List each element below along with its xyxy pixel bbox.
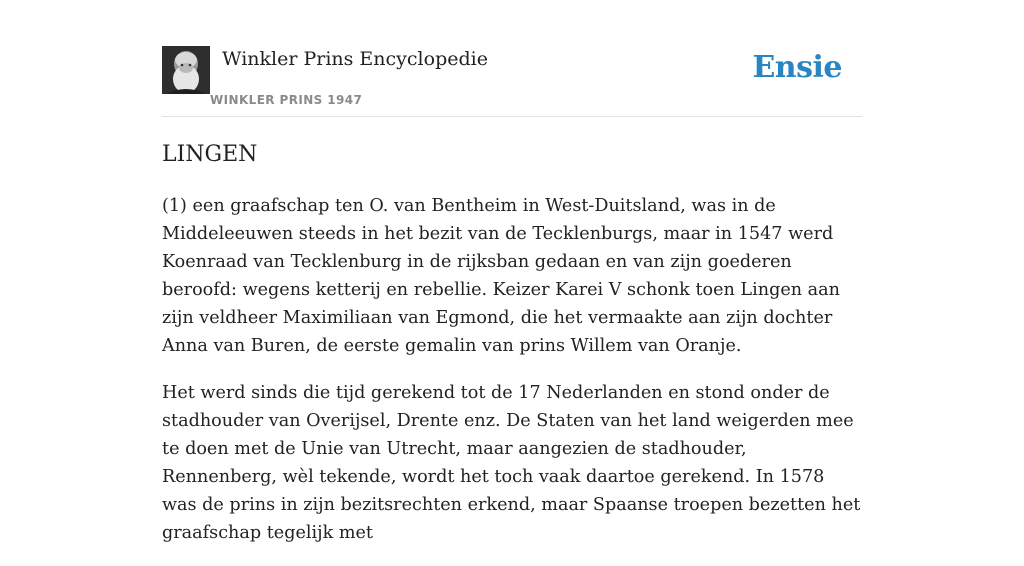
article (162, 138, 862, 566)
article-paragraph: (1) een graafschap ten O. van Bentheim in West-Duitsland, was in de Middeleeuwen steeds in het bezit van de Tecklenburgs, maar in 1547 werd Koenraad van Tecklenburg in de rijksban gedaan en van zijn goederen beroofd: wegens ketterij en rebellie. Keizer Karei V schonk toen Lingen aan zijn veldheer Maximiliaan van Egmond, die het vermaakte aan zijn dochter Anna van Buren, de eerste gemalin van prins Willem van Oranje. (162, 196, 840, 356)
source-header (162, 46, 862, 117)
brand-logo[interactable]: Ensie (752, 50, 842, 85)
source-subtitle[interactable]: WINKLER PRINS 1947 (210, 93, 363, 107)
portrait-photo-icon[interactable] (162, 46, 210, 94)
article-headword: LINGEN (162, 142, 258, 167)
article-paragraph: Het werd sinds die tijd gerekend tot de 17 Nederlanden en stond onder de stadhouder van Overijsel, Drente enz. De Staten van het land weigerden mee te doen met de Unie van Utrecht, maar aangezien de stadhouder, Rennenberg, wèl tekende, wordt het toch vaak daartoe gerekend. In 1578 was de prins in zijn bezitsrechten erkend, maar Spaanse troepen bezetten het graafschap tegelijk met (162, 383, 861, 543)
source-title[interactable]: Winkler Prins Encyclopedie (222, 48, 488, 70)
